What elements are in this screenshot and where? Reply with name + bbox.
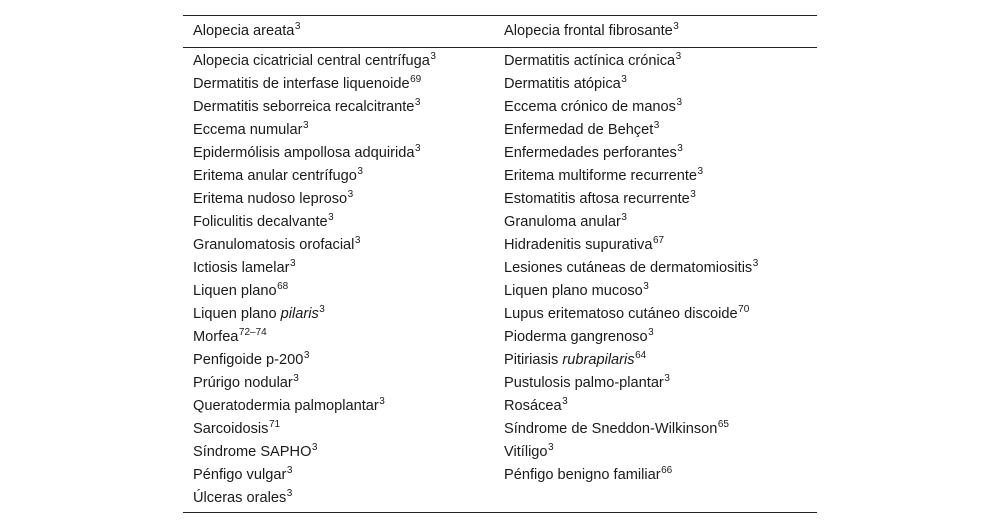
table-cell-col2: Eritema multiforme recurrente$^3$ — [504, 166, 704, 184]
table-cell-col2: Liquen plano mucoso$^3$ — [504, 281, 649, 299]
table-cell-col2: Granuloma anular$^3$ — [504, 212, 627, 230]
table-header-row — [183, 16, 817, 47]
table-cell-col1: Liquen plano$^{68}$ — [193, 281, 289, 299]
header-cell-col2: Alopecia frontal fibrosante$^3$ — [504, 21, 679, 39]
table-row — [183, 487, 817, 510]
header-cell-col1: Alopecia areata$^3$ — [193, 21, 301, 39]
table-cell-col2: Pitiriasis rubrapilaris$^{64}$ — [504, 350, 647, 368]
table-bottom-rule — [183, 512, 817, 513]
table-cell-col1: Sarcoidosis$^{71}$ — [193, 419, 281, 437]
table-cell-col1: Ictiosis lamelar$^3$ — [193, 258, 296, 276]
table-cell-col2: Enfermedades perforantes$^3$ — [504, 143, 683, 161]
table-row — [183, 211, 817, 234]
table-cell-col1: Morfea$^{72-74}$ — [193, 327, 267, 345]
table-cell-col1: Eritema nudoso leproso$^3$ — [193, 189, 354, 207]
table-cell-col2: Pénfigo benigno familiar$^{66}$ — [504, 465, 673, 483]
table-cell-col1: Queratodermia palmoplantar$^3$ — [193, 396, 385, 414]
disease-table — [183, 15, 817, 513]
table-cell-col2: Rosácea$^3$ — [504, 396, 568, 414]
table-cell-col2: Dermatitis actínica crónica$^3$ — [504, 51, 682, 69]
table-row — [183, 326, 817, 349]
table-row — [183, 165, 817, 188]
table-row — [183, 119, 817, 142]
table-row — [183, 395, 817, 418]
table-cell-col2: Vitíligo$^3$ — [504, 442, 554, 460]
table-body — [183, 48, 817, 512]
table-row — [183, 142, 817, 165]
table-cell-col1: Síndrome SAPHO$^3$ — [193, 442, 318, 460]
table-cell-col2: Lesiones cutáneas de dermatomiositis$^3$ — [504, 258, 759, 276]
table-cell-col1: Dermatitis de interfase liquenoide$^{69}$ — [193, 74, 422, 92]
table-row — [183, 349, 817, 372]
table-cell-col2: Hidradenitis supurativa$^{67}$ — [504, 235, 665, 253]
table-cell-col2: Pioderma gangrenoso$^3$ — [504, 327, 654, 345]
table-cell-col1: Foliculitis decalvante$^3$ — [193, 212, 334, 230]
table-row — [183, 464, 817, 487]
table-row — [183, 257, 817, 280]
table-cell-col1: Granulomatosis orofacial$^3$ — [193, 235, 361, 253]
table-cell-col2: Estomatitis aftosa recurrente$^3$ — [504, 189, 696, 207]
table-cell-col2 — [504, 487, 817, 510]
table-cell-col2: Enfermedad de Behçet$^3$ — [504, 120, 660, 138]
table-row — [183, 96, 817, 119]
table-row — [183, 303, 817, 326]
table-row — [183, 418, 817, 441]
table-cell-col2: Síndrome de Sneddon-Wilkinson$^{65}$ — [504, 419, 729, 437]
table-row — [183, 73, 817, 96]
table-row — [183, 372, 817, 395]
table-cell-col1: Penfigoide $p-200^3$ — [193, 350, 310, 368]
table-row — [183, 188, 817, 211]
table-row — [183, 441, 817, 464]
table-cell-col1: Prúrigo nodular$^3$ — [193, 373, 299, 391]
table-cell-col2: Eccema crónico de manos$^3$ — [504, 97, 683, 115]
table-cell-col2: Pustulosis palmo-plantar$^3$ — [504, 373, 670, 391]
table-cell-col1: Epidermólisis ampollosa adquirida$^3$ — [193, 143, 421, 161]
table-cell-col1: Pénfigo vulgar$^3$ — [193, 465, 293, 483]
table-cell-col2: Lupus eritematoso cutáneo discoide$^{70}$ — [504, 304, 750, 322]
table-cell-col1: Liquen plano pilaris$^3$ — [193, 304, 325, 322]
table-row — [183, 234, 817, 257]
table-cell-col2: Dermatitis atópica$^3$ — [504, 74, 627, 92]
table-cell-col1: Úlceras orales$^3$ — [193, 488, 293, 506]
table-cell-col1: Eritema anular centrífugo$^3$ — [193, 166, 363, 184]
table-cell-col1: Dermatitis seborreica recalcitrante$^3$ — [193, 97, 421, 115]
table-cell-col1: Alopecia cicatricial central centrífuga$^3$ — [193, 51, 436, 69]
table-row — [183, 280, 817, 303]
table-row — [183, 50, 817, 73]
table-cell-col1: Eccema numular$^3$ — [193, 120, 309, 138]
